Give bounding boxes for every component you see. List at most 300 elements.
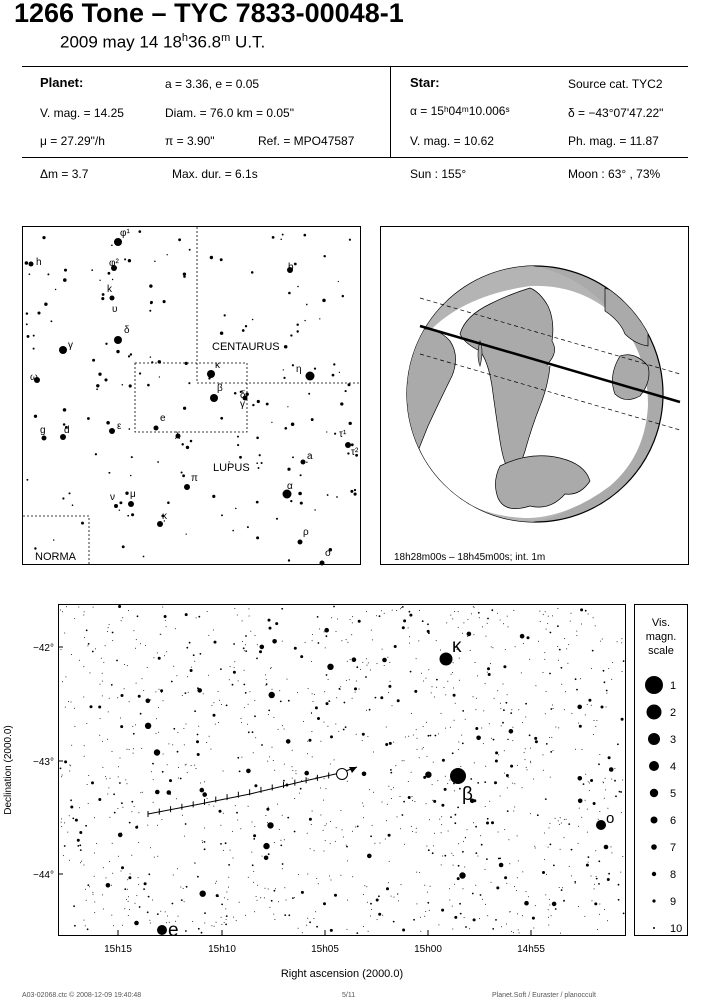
field-star	[103, 909, 104, 910]
field-star	[300, 788, 302, 790]
field-star	[94, 853, 95, 854]
field-star	[524, 901, 529, 906]
field-star	[230, 666, 231, 667]
field-star	[263, 843, 269, 849]
field-star	[363, 926, 364, 927]
field-star	[96, 843, 97, 844]
chart-star	[186, 446, 189, 449]
field-star	[272, 747, 273, 748]
field-star	[62, 775, 63, 776]
chart-star	[29, 273, 31, 275]
y-tick-label: −42°	[33, 643, 54, 654]
field-star	[218, 722, 219, 723]
star-greek-label: π	[191, 473, 198, 484]
field-star	[487, 623, 488, 624]
field-star	[188, 692, 189, 693]
chart-star	[266, 403, 269, 406]
field-star	[156, 733, 157, 734]
field-star	[571, 613, 572, 614]
field-star	[134, 921, 139, 926]
field-star	[280, 840, 281, 841]
field-star	[605, 778, 606, 779]
chart-star	[42, 436, 47, 441]
star-greek-label: φ¹	[120, 228, 130, 239]
field-star	[549, 673, 551, 675]
field-star	[578, 906, 579, 907]
chart-star	[291, 423, 295, 427]
chart-star	[64, 269, 67, 272]
field-star	[434, 833, 435, 834]
chart-star	[297, 286, 299, 288]
chart-star	[95, 453, 97, 455]
star-greek-label: κ	[162, 511, 167, 522]
mag-scale-dot	[652, 899, 655, 902]
chart-star	[333, 363, 335, 365]
field-star	[107, 631, 108, 632]
field-star	[428, 631, 429, 632]
field-star	[546, 629, 547, 630]
chart-star	[340, 402, 343, 405]
field-star	[78, 607, 79, 608]
field-star	[384, 613, 385, 614]
field-star	[84, 756, 85, 757]
field-star	[153, 802, 154, 803]
field-star	[345, 726, 347, 728]
field-star	[454, 611, 455, 612]
field-star	[496, 886, 499, 889]
field-star	[362, 740, 363, 741]
field-star	[404, 844, 405, 845]
chart-star	[25, 261, 29, 265]
field-star	[362, 733, 365, 736]
field-star	[408, 627, 409, 628]
field-star	[108, 787, 109, 788]
field-star	[330, 735, 333, 738]
field-star	[165, 911, 166, 912]
field-star	[427, 756, 428, 757]
field-star	[73, 905, 75, 907]
field-star	[124, 664, 125, 665]
field-star	[598, 883, 600, 885]
field-star	[464, 867, 465, 868]
field-star	[275, 622, 278, 625]
field-star	[266, 808, 269, 811]
field-star	[354, 687, 357, 690]
field-star	[309, 739, 312, 742]
field-star	[559, 887, 560, 888]
star-greek-label: α	[287, 481, 293, 492]
field-star	[312, 756, 313, 757]
field-star	[207, 611, 208, 612]
chart-star	[296, 330, 298, 332]
chart-star	[150, 302, 152, 304]
field-star	[215, 883, 216, 884]
chart-star	[59, 346, 67, 354]
chart-star	[114, 504, 118, 508]
field-star	[535, 848, 536, 849]
field-star	[93, 607, 94, 608]
field-star	[564, 819, 565, 820]
chart-star	[246, 393, 249, 396]
field-star	[324, 778, 325, 779]
field-star	[180, 887, 181, 888]
field-star	[233, 858, 234, 859]
field-star	[507, 616, 508, 617]
field-star	[326, 823, 327, 824]
field-star	[514, 886, 515, 887]
field-star	[303, 721, 304, 722]
field-star	[528, 896, 529, 897]
field-star	[387, 657, 388, 658]
field-star	[185, 930, 187, 932]
field-star	[606, 690, 608, 692]
field-star	[125, 779, 126, 780]
chart-star	[259, 454, 261, 456]
chart-star	[256, 437, 259, 440]
field-star	[61, 818, 62, 819]
field-star	[460, 913, 462, 915]
field-star	[118, 776, 119, 777]
field-star	[449, 888, 450, 889]
field-star	[479, 617, 480, 618]
field-star	[117, 808, 118, 809]
field-star	[487, 818, 489, 820]
field-star	[294, 831, 296, 833]
field-star	[454, 916, 457, 919]
star-label-e: e	[168, 920, 179, 941]
field-star	[432, 852, 434, 854]
field-star	[194, 765, 195, 766]
field-star	[80, 849, 82, 851]
label-centaurus: CENTAURUS	[212, 341, 280, 353]
field-star	[506, 924, 507, 925]
field-star	[593, 802, 596, 805]
chart-star	[128, 355, 130, 357]
field-star	[485, 683, 486, 684]
chart-star	[55, 289, 56, 290]
field-star	[394, 645, 397, 648]
chart-star	[147, 384, 150, 387]
field-star	[362, 662, 363, 663]
field-star	[286, 900, 287, 901]
field-star	[241, 757, 242, 758]
field-star	[467, 829, 468, 830]
field-star	[226, 892, 227, 893]
field-star	[127, 889, 128, 890]
field-star	[331, 880, 332, 881]
field-star	[162, 771, 164, 773]
field-star	[504, 829, 505, 830]
field-star	[251, 852, 252, 853]
field-star	[467, 632, 472, 637]
field-star	[608, 756, 611, 759]
field-star	[367, 665, 368, 666]
field-star	[423, 726, 424, 727]
field-star	[402, 626, 405, 629]
field-star	[129, 822, 131, 824]
field-star	[282, 863, 284, 865]
field-star	[204, 923, 205, 924]
field-star	[352, 657, 357, 662]
field-star	[325, 840, 326, 841]
x-tick-label: 15h15	[104, 944, 132, 955]
field-star	[452, 929, 453, 930]
field-star	[272, 639, 277, 644]
field-star	[413, 735, 414, 736]
field-star	[87, 928, 89, 930]
field-star	[216, 922, 217, 923]
field-star	[393, 787, 394, 788]
field-star	[160, 689, 163, 692]
field-star	[445, 728, 446, 729]
field-star	[64, 822, 65, 823]
field-star	[250, 631, 251, 632]
field-star	[426, 722, 427, 723]
field-star	[484, 781, 486, 783]
field-star	[550, 708, 552, 710]
field-star	[475, 852, 477, 854]
field-star	[94, 912, 95, 913]
field-star	[344, 702, 346, 704]
chart-star	[252, 319, 254, 321]
field-star	[69, 815, 70, 816]
field-star	[430, 886, 431, 887]
field-star	[88, 803, 89, 804]
field-star	[166, 922, 167, 923]
star-greek-label: μ	[130, 489, 136, 500]
field-star	[169, 779, 172, 782]
field-star	[588, 781, 589, 782]
field-star	[402, 929, 405, 932]
field-star	[427, 892, 428, 893]
field-star	[578, 723, 579, 724]
chart-star	[347, 452, 349, 454]
field-star	[352, 876, 353, 877]
field-star	[332, 930, 333, 931]
field-star	[400, 828, 401, 829]
field-star	[166, 651, 167, 652]
star-ra: α = 15ʰ04ᵐ10.006ˢ	[410, 104, 510, 118]
field-star	[356, 681, 357, 682]
field-star	[140, 643, 141, 644]
field-star	[274, 770, 275, 771]
field-star	[127, 749, 128, 750]
field-star	[542, 871, 545, 874]
field-star	[310, 848, 311, 849]
field-star	[155, 790, 160, 795]
field-star	[323, 851, 324, 852]
field-star	[168, 743, 169, 744]
field-star	[204, 848, 206, 850]
field-star	[292, 770, 293, 771]
field-star	[287, 679, 288, 680]
field-star	[320, 788, 321, 789]
field-star	[549, 905, 550, 906]
field-star	[559, 649, 561, 651]
star-dec: δ = −43°07'47.22"	[568, 106, 664, 120]
field-star	[71, 654, 72, 655]
chart-star	[257, 400, 260, 403]
field-star	[80, 862, 81, 863]
field-star	[521, 672, 522, 673]
field-star	[307, 833, 308, 834]
field-star	[588, 862, 589, 863]
field-star	[519, 932, 520, 933]
field-star	[268, 714, 269, 715]
chart-star	[311, 418, 314, 421]
field-star	[208, 675, 209, 676]
mag-scale-title: magn.	[645, 631, 677, 643]
mag-scale-dot	[653, 927, 655, 929]
field-star	[487, 915, 488, 916]
field-star	[475, 662, 476, 663]
chart-star	[37, 311, 40, 314]
field-star	[562, 887, 563, 888]
field-star	[503, 709, 505, 711]
field-star	[377, 919, 378, 920]
field-star	[198, 928, 200, 930]
field-star	[552, 615, 553, 616]
chart-star	[81, 522, 84, 525]
planet-motion: μ = 27.29"/h	[40, 134, 105, 148]
chart-star	[26, 312, 28, 314]
field-star	[485, 806, 486, 807]
chart-star	[130, 475, 131, 476]
field-star	[463, 888, 464, 889]
chart-star	[114, 336, 122, 344]
field-star	[422, 749, 423, 750]
field-star	[288, 914, 290, 916]
field-star	[325, 825, 326, 826]
field-star	[102, 767, 103, 768]
field-star	[500, 796, 501, 797]
field-star	[491, 738, 492, 739]
chart-star	[98, 373, 101, 376]
field-star	[128, 876, 131, 879]
field-star	[156, 718, 157, 719]
field-star	[109, 624, 110, 625]
field-star	[509, 863, 510, 864]
field-star	[351, 634, 352, 635]
chart-star	[182, 474, 185, 477]
field-star	[587, 832, 588, 833]
field-star	[450, 727, 451, 728]
field-star	[320, 741, 321, 742]
field-star	[560, 933, 561, 934]
chart-star	[232, 530, 234, 532]
field-star	[196, 740, 199, 743]
field-star	[137, 825, 138, 826]
field-star	[237, 615, 238, 616]
field-star	[372, 639, 373, 640]
field-star	[98, 706, 101, 709]
field-star	[269, 692, 275, 698]
chart-star	[111, 245, 113, 247]
field-star	[356, 932, 358, 934]
star-label-o: o	[606, 810, 615, 827]
field-star	[316, 926, 318, 928]
field-star	[266, 679, 267, 680]
field-star	[138, 842, 139, 843]
field-star	[388, 685, 391, 688]
field-star	[450, 615, 451, 616]
field-star	[491, 646, 492, 647]
field-star	[248, 704, 249, 705]
field-star	[282, 815, 283, 816]
field-star	[109, 698, 110, 699]
chart-star	[125, 492, 128, 495]
chart-star	[63, 278, 67, 282]
field-star	[269, 756, 270, 757]
field-star	[70, 806, 73, 809]
field-star	[138, 695, 141, 698]
field-star	[384, 665, 385, 666]
field-star	[534, 846, 535, 847]
field-star	[427, 623, 429, 625]
field-star	[242, 620, 243, 621]
field-star	[142, 792, 143, 793]
field-star	[577, 705, 582, 710]
chart-star	[271, 422, 272, 423]
field-star	[107, 794, 108, 795]
field-star	[268, 889, 269, 890]
star-greek-label: λ	[175, 431, 180, 442]
field-star	[508, 777, 509, 778]
chart-star	[158, 360, 161, 363]
chart-star	[50, 320, 52, 322]
field-star	[103, 662, 104, 663]
field-star	[170, 794, 171, 795]
field-star	[539, 611, 540, 612]
field-star	[538, 641, 539, 642]
star-greek-label: γ	[240, 399, 245, 410]
field-star	[389, 662, 390, 663]
field-star	[617, 743, 619, 745]
field-star	[177, 732, 178, 733]
field-star	[426, 803, 427, 804]
field-star	[197, 876, 199, 878]
field-star	[445, 694, 446, 695]
field-star	[428, 849, 430, 851]
field-star	[158, 732, 159, 733]
field-star	[323, 800, 324, 801]
field-star	[253, 834, 256, 837]
field-star	[578, 843, 579, 844]
field-star	[272, 689, 273, 690]
field-star	[423, 747, 424, 748]
field-star	[164, 615, 167, 618]
field-star	[83, 615, 84, 616]
field-star	[414, 690, 417, 693]
field-star	[282, 868, 283, 869]
field-star	[585, 610, 587, 612]
field-star	[508, 839, 509, 840]
field-star	[561, 823, 562, 824]
field-star	[413, 919, 415, 921]
field-star	[455, 703, 456, 704]
field-star	[273, 914, 274, 915]
field-star	[423, 681, 424, 682]
field-star	[584, 916, 585, 917]
field-star	[343, 837, 344, 838]
field-star	[294, 798, 295, 799]
chart-star	[167, 254, 168, 255]
field-star	[136, 639, 137, 640]
mag-scale-dot	[647, 705, 662, 720]
field-star	[164, 655, 165, 656]
x-tick-label: 14h55	[517, 944, 545, 955]
field-star	[422, 620, 424, 622]
